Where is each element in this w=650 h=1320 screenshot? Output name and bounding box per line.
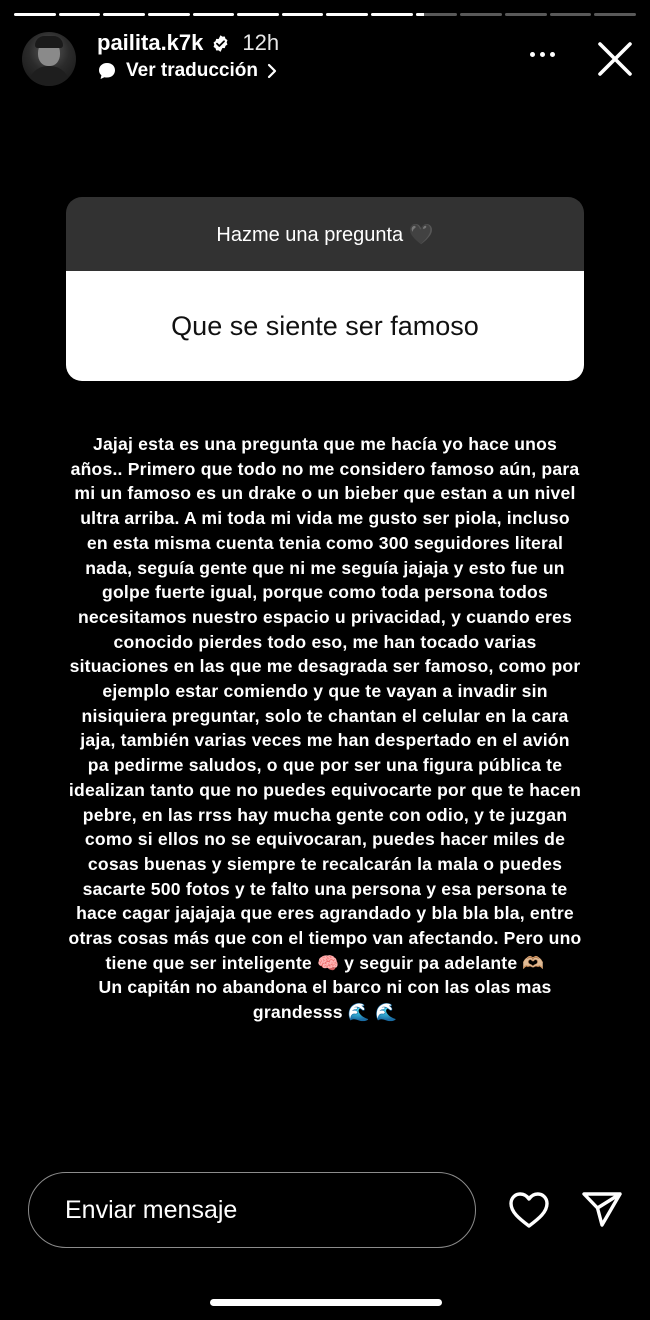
verified-badge-icon: [211, 34, 230, 53]
answer-line: situaciones en las que me desagrada ser famoso, como por: [69, 656, 581, 677]
answer-line: Jajaj esta es una pregunta que me hacía yo hace unos: [92, 434, 558, 454]
answer-line: mi un famoso es un drake o un bieber que estan a un nivel: [74, 483, 576, 504]
story-answer-text: [32, 432, 618, 1025]
story-author: [97, 30, 279, 56]
story-progress-fill: [416, 13, 424, 16]
story-progress-fill: [148, 13, 190, 16]
question-sticker-question: Que se siente ser famoso: [66, 271, 584, 381]
avatar-figure-hair: [35, 36, 63, 48]
answer-line: pebre, en las rrss hay mucha gente con odio, y te juzgan: [82, 804, 568, 825]
send-message-input[interactable]: [28, 1172, 476, 1248]
more-options-icon[interactable]: [530, 52, 555, 57]
story-progress-segment: [416, 13, 458, 16]
answer-line: idealizan tanto que no puedes equivocarte por que te hacen: [68, 779, 582, 800]
answer-line: hace cagar jajajaja que eres agrandado y bla bla bla, entre: [76, 903, 574, 924]
close-icon[interactable]: [596, 40, 634, 78]
answer-line: en esta misma cuenta tenia como 300 seguidores literal: [86, 532, 564, 553]
send-icon[interactable]: [580, 1189, 624, 1229]
story-progress-segment: [594, 13, 636, 16]
answer-line: golpe fuerte igual, porque como toda persona todos: [102, 582, 548, 603]
story-progress-segment: [59, 13, 101, 16]
story-progress-segment: [282, 13, 324, 16]
answer-line: cosas buenas y siempre te recalcarán la mala o puedes: [87, 853, 563, 874]
question-sticker-title: Hazme una pregunta 🖤: [66, 197, 584, 271]
username[interactable]: pailita.k7k: [97, 30, 204, 55]
answer-line: ultra arriba. A mi toda mi vida me gusto ser piola, incluso: [80, 508, 570, 529]
story-progress-segment: [103, 13, 145, 16]
answer-line: años.. Primero que todo no me considero famoso aún, para: [70, 458, 580, 479]
avatar-figure-body: [28, 66, 70, 86]
answer-line: ejemplo estar comiendo y que te vayan a invadir sin: [102, 681, 548, 702]
answer-line: pa pedirme saludos, o que por ser una figura pública te: [87, 755, 563, 776]
story-progress-segment: [326, 13, 368, 16]
story-progress-segment: [550, 13, 592, 16]
answer-line: sacarte 500 fotos y te falto una persona y esa persona te: [82, 878, 568, 899]
answer-line: como si ellos no se equivocaran, puedes hacer miles de: [84, 829, 566, 850]
chevron-right-icon: [267, 63, 277, 79]
story-progress-fill: [237, 13, 279, 16]
translate-label: Ver traducción: [126, 60, 258, 81]
story-progress-fill: [282, 13, 324, 16]
more-dot: [540, 52, 545, 57]
answer-line: otras cosas más que con el tiempo van afectando. Pero uno: [68, 928, 582, 949]
answer-line: grandesss 🌊 🌊: [252, 1002, 398, 1023]
story-progress-segment: [505, 13, 547, 16]
story-progress-fill: [14, 13, 56, 16]
story-progress-segment: [460, 13, 502, 16]
answer-line: necesitamos nuestro espacio u privacidad, y cuando eres: [77, 606, 573, 627]
answer-line: Un capitán no abandona el barco ni con las olas mas: [98, 977, 552, 998]
story-progress-segment: [371, 13, 413, 16]
answer-line: nada, seguía gente que ni me seguía jajaja y esto fue un: [85, 557, 565, 578]
more-dot: [550, 52, 555, 57]
story-progress-segment: [237, 13, 279, 16]
story-progress-fill: [193, 13, 235, 16]
translate-bubble-icon: [97, 61, 117, 81]
story-progress-fill: [326, 13, 368, 16]
story-progress-segment: [14, 13, 56, 16]
more-dot: [530, 52, 535, 57]
answer-line: nisiquiera preguntar, solo te chantan el celular en la cara: [81, 705, 569, 726]
translate-link[interactable]: [97, 60, 277, 82]
answer-line: jaja, también varias veces me han despertado en el avión: [80, 730, 570, 751]
story-progress-fill: [103, 13, 145, 16]
question-sticker[interactable]: [66, 197, 584, 381]
story-progress-segment: [148, 13, 190, 16]
post-time: 12h: [242, 30, 280, 55]
story-progress-segment: [193, 13, 235, 16]
story-progress-fill: [371, 13, 413, 16]
home-indicator[interactable]: [210, 1299, 442, 1306]
heart-icon[interactable]: [507, 1190, 551, 1230]
story-progress-bar: [14, 13, 636, 16]
story-progress-fill: [59, 13, 101, 16]
avatar[interactable]: [22, 32, 76, 86]
answer-line: tiene que ser inteligente 🧠 y seguir pa adelante 🫶🏼: [105, 952, 545, 973]
answer-line: conocido pierdes todo eso, me han tocado varias: [113, 631, 537, 652]
